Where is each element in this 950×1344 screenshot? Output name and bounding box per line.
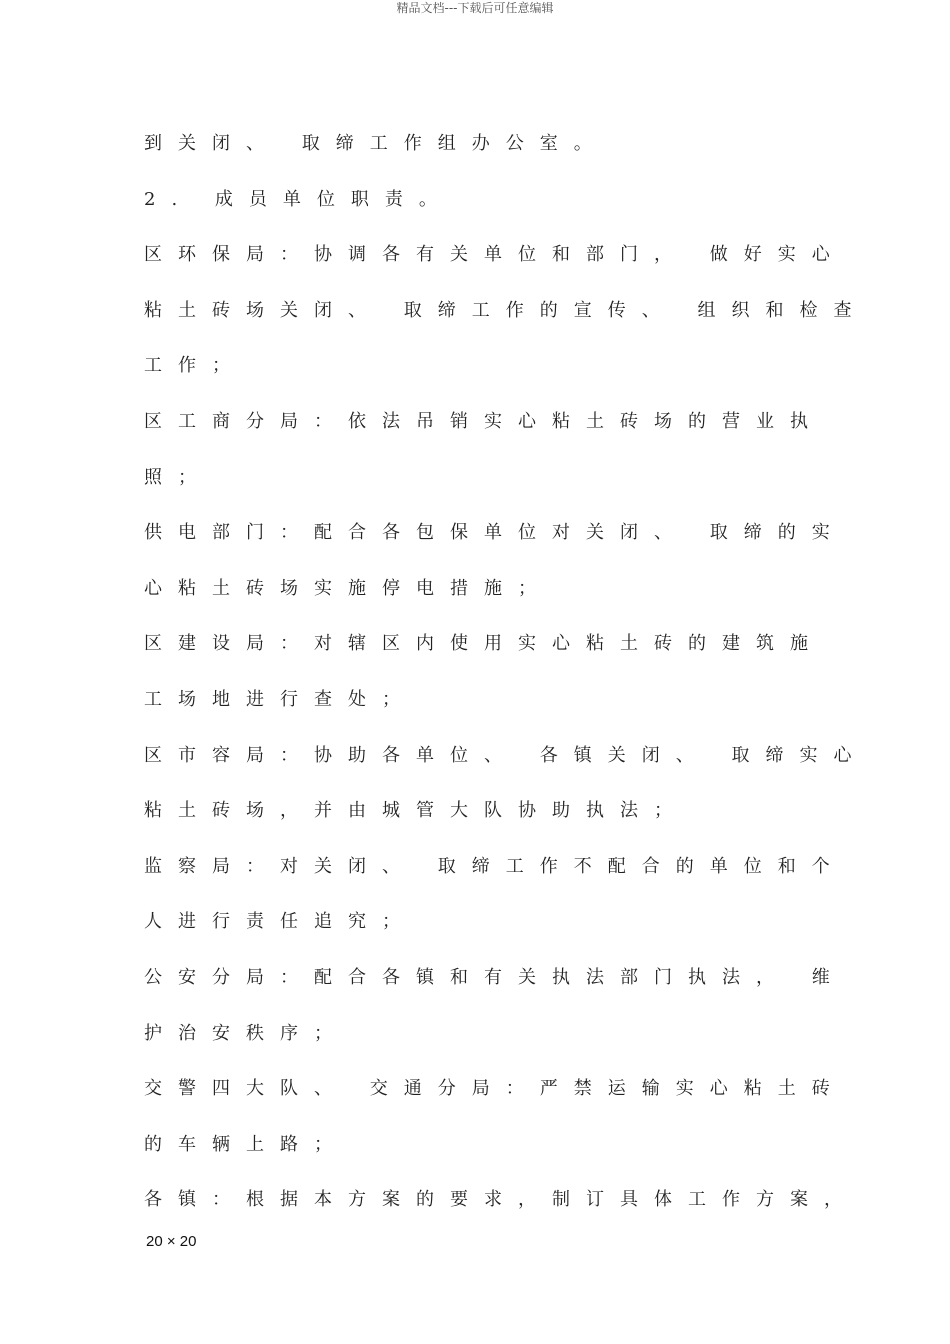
text-line: 的车辆上路； xyxy=(144,1133,348,1155)
text-line: 工场地进行查处； xyxy=(144,688,416,710)
text-line: 区环保局：协调各有关单位和部门， 做好实心 xyxy=(144,244,846,266)
grid-size-label: 20 × 20 xyxy=(146,1233,197,1250)
text-line: 工作； xyxy=(144,355,246,377)
text-line: 各镇：根据本方案的要求，制订具体工作方案， xyxy=(144,1189,858,1211)
text-line: 公安分局：配合各镇和有关执法部门执法， 维 xyxy=(144,966,846,988)
text-line: 到关闭、 取缔工作组办公室。 xyxy=(144,133,608,154)
document-body xyxy=(144,116,868,1228)
text-line: 粘土砖场，并由城管大队协助执法； xyxy=(144,800,688,822)
text-line: 供电部门：配合各包保单位对关闭、 取缔的实 xyxy=(144,522,846,544)
text-line: 交警四大队、 交通分局：严禁运输实心粘土砖 xyxy=(144,1078,846,1100)
text-line: 照； xyxy=(144,466,212,488)
text-line: 粘土砖场关闭、 取缔工作的宣传、 组织和检查 xyxy=(144,299,868,321)
text-line: 区建设局：对辖区内使用实心粘土砖的建筑施 xyxy=(144,633,824,655)
text-line: 护治安秩序； xyxy=(144,1022,348,1044)
page-header: 精品文档---下载后可任意编辑 xyxy=(396,1,554,15)
text-line: 心粘土砖场实施停电措施； xyxy=(144,577,552,599)
text-line: 监察局：对关闭、 取缔工作不配合的单位和个 xyxy=(144,855,846,877)
text-line: 2. 成员单位职责。 xyxy=(144,188,453,210)
text-line: 区工商分局：依法吊销实心粘土砖场的营业执 xyxy=(144,410,824,432)
text-line: 人进行责任追究； xyxy=(144,911,416,933)
text-line: 区市容局：协助各单位、 各镇关闭、 取缔实心 xyxy=(144,744,868,766)
